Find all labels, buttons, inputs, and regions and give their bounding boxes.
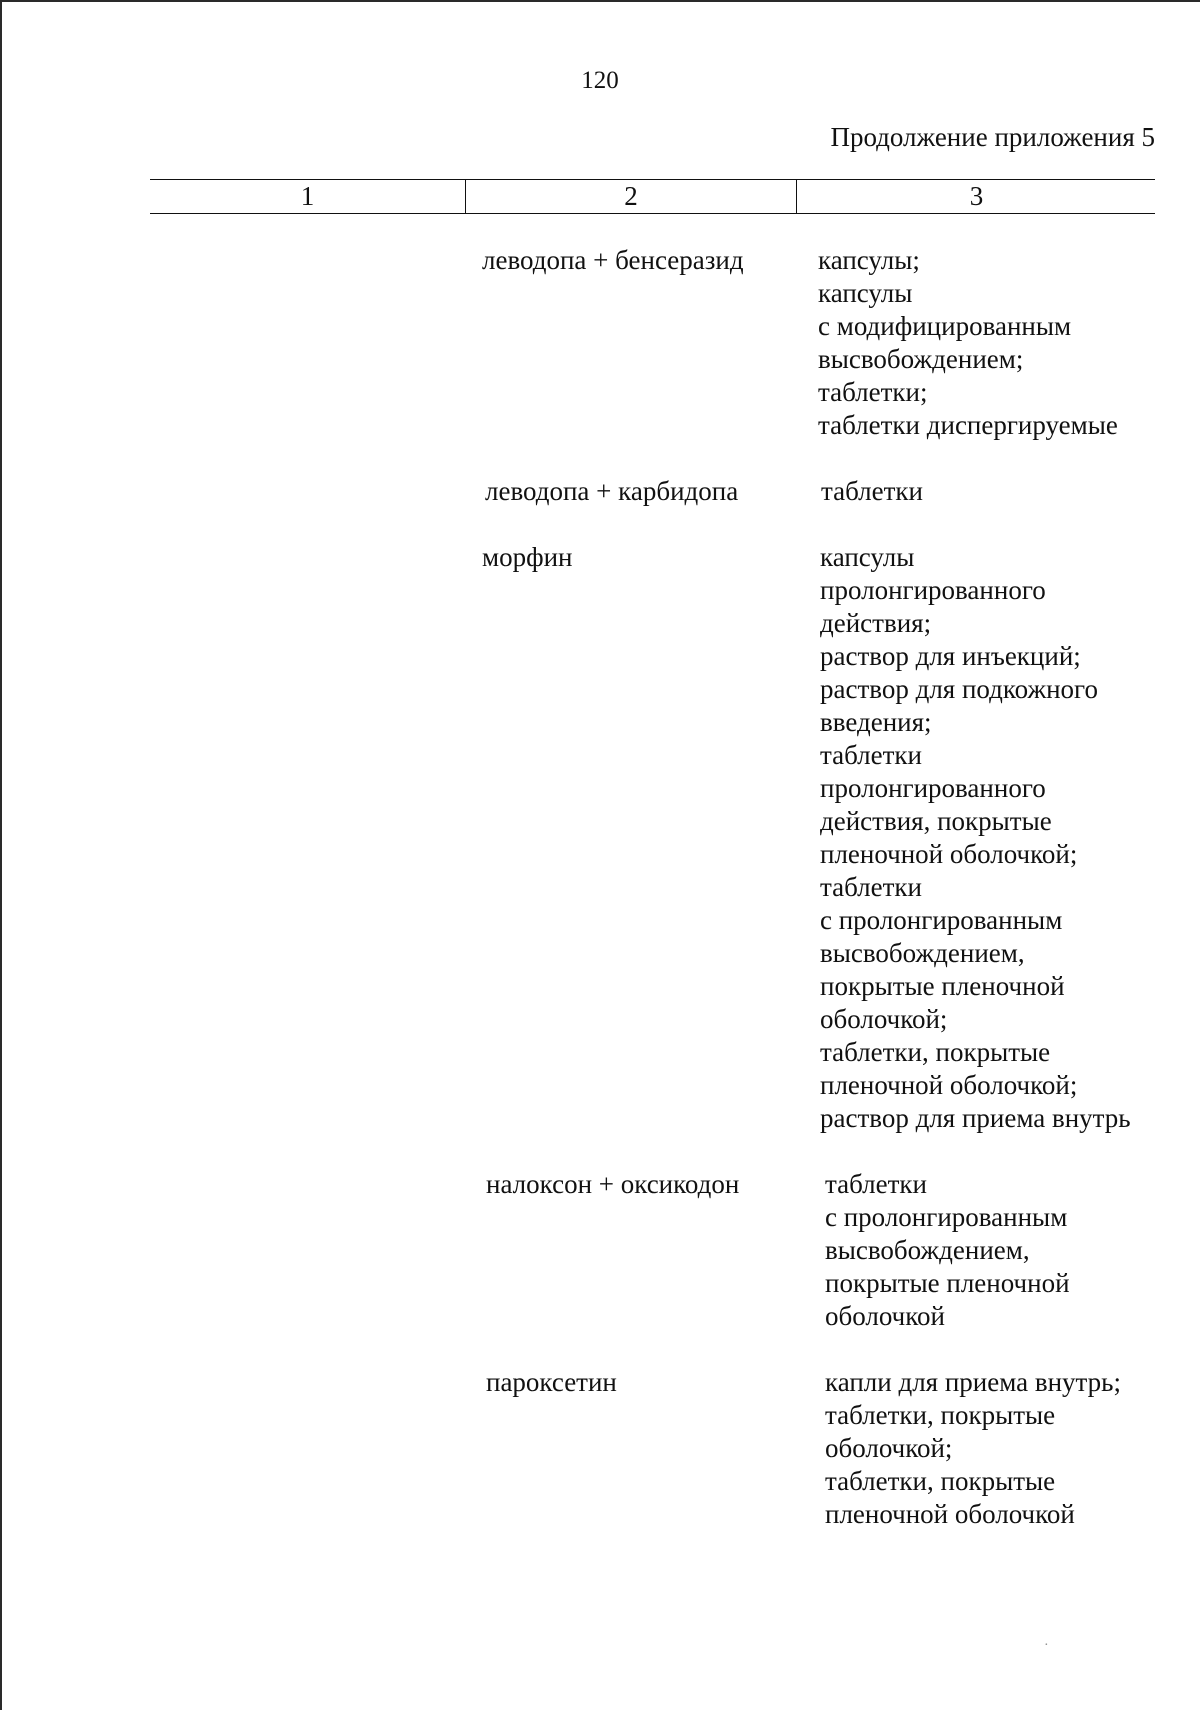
dosage-form-line: таблетки <box>825 1169 928 1199</box>
table-body <box>0 244 1200 1564</box>
dosage-form-line: капли для приема внутрь; <box>825 1367 1121 1397</box>
drug-name: пароксетин <box>486 1367 617 1397</box>
dosage-form-line: оболочкой; <box>825 1433 953 1463</box>
dosage-form-line: высвобождением, <box>820 938 1025 968</box>
dosage-form-line: с пролонгированным <box>820 905 1063 935</box>
dosage-form-line: высвобождением; <box>818 344 1024 374</box>
table-row <box>3 475 1200 508</box>
dosage-forms <box>820 541 1150 1135</box>
dosage-form-line: раствор для инъекций; <box>820 641 1081 671</box>
dosage-form-line: высвобождением, <box>825 1235 1030 1265</box>
dosage-form-line: покрытые пленочной <box>820 971 1065 1001</box>
table-header-col-1: 1 <box>150 180 466 213</box>
dosage-forms <box>825 1168 1155 1333</box>
drug-name: налоксон + оксикодон <box>486 1169 740 1199</box>
dosage-forms <box>821 475 1151 508</box>
drug-name: леводопа + бенсеразид <box>482 245 744 275</box>
dosage-form-line: капсулы <box>820 542 915 572</box>
dosage-form-line: оболочкой <box>825 1301 945 1331</box>
drug-name: морфин <box>482 542 573 572</box>
dosage-form-line: пролонгированного <box>820 575 1046 605</box>
appendix-continuation-note: Продолжение приложения 5 <box>830 122 1155 152</box>
scan-speck: · <box>1044 1638 1049 1653</box>
dosage-form-line: капсулы <box>818 278 913 308</box>
page-number <box>0 66 1200 96</box>
dosage-form-line: таблетки; <box>818 377 928 407</box>
dosage-form-line: покрытые пленочной <box>825 1268 1070 1298</box>
dosage-form-line: таблетки диспергируемые <box>818 410 1118 440</box>
dosage-form-line: действия; <box>820 608 932 638</box>
dosage-form-line: таблетки <box>820 740 923 770</box>
dosage-forms <box>818 244 1148 442</box>
dosage-form-line: раствор для приема внутрь <box>820 1103 1131 1133</box>
dosage-form-line: таблетки <box>820 872 923 902</box>
dosage-form-line: пленочной оболочкой; <box>820 1070 1078 1100</box>
dosage-form-line: раствор для подкожного <box>820 674 1098 704</box>
table-row <box>0 244 1200 442</box>
scan-border-top <box>0 0 1200 2</box>
dosage-form-line: с пролонгированным <box>825 1202 1068 1232</box>
table-header-col-3: 3 <box>969 181 984 211</box>
dosage-form-line: пролонгированного <box>820 773 1046 803</box>
dosage-form-line: оболочкой; <box>820 1004 948 1034</box>
table-header-col-2: 2 <box>466 180 797 213</box>
dosage-form-line: с модифицированным <box>818 311 1072 341</box>
dosage-form-line: пленочной оболочкой; <box>820 839 1078 869</box>
dosage-form-line: таблетки, покрытые <box>825 1466 1056 1496</box>
dosage-form-line: пленочной оболочкой <box>825 1499 1075 1529</box>
dosage-form-line: капсулы; <box>818 245 920 275</box>
dosage-form-line: таблетки <box>821 476 924 506</box>
drug-name: леводопа + карбидопа <box>485 476 739 506</box>
table-row <box>0 541 1200 1135</box>
dosage-form-line: таблетки, покрытые <box>820 1037 1051 1067</box>
table-row <box>0 1366 1200 1531</box>
table-row <box>0 1168 1200 1333</box>
dosage-form-line: введения; <box>820 707 932 737</box>
dosage-form-line: таблетки, покрытые <box>825 1400 1056 1430</box>
dosage-form-line: действия, покрытые <box>820 806 1052 836</box>
page-number-text: 120 <box>581 67 619 94</box>
dosage-forms <box>825 1366 1155 1531</box>
table-header <box>150 179 1155 214</box>
